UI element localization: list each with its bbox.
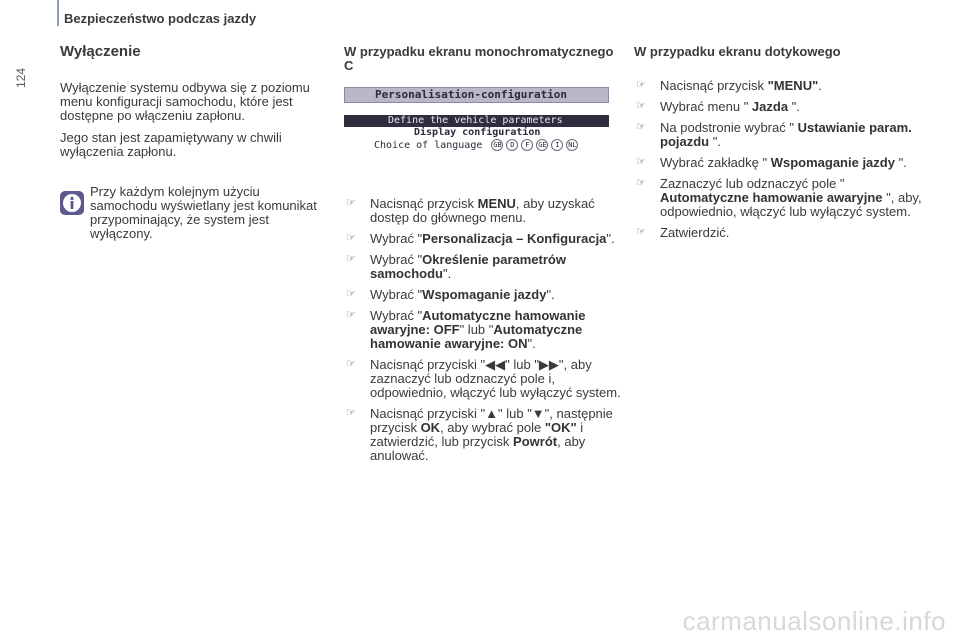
list-item: ☞ Zatwierdzić. (636, 225, 730, 240)
watermark: carmanualsonline.info (682, 606, 946, 636)
mono-steps-list (344, 197, 624, 463)
list-item: ☞ Na podstronie wybrać " Ustawianie param. pojazdu ". (636, 120, 912, 149)
pointing-hand-icon: ☞ (636, 177, 646, 189)
paragraph-2: Jego stan jest zapamiętywany w chwili wyłączenia zapłonu. (60, 130, 282, 159)
pointing-hand-icon: ☞ (636, 156, 646, 168)
flag-icon: D (506, 139, 518, 151)
pointing-hand-icon: ☞ (346, 358, 356, 370)
list-item: ☞ Nacisnąć przyciski "◀◀" lub "▶▶", aby zaznaczyć lub odznaczyć pole i, odpowiednio, włączyć lub wyłączyć system. (346, 357, 621, 400)
screen-line-display: Display configuration (414, 127, 541, 138)
pointing-hand-icon: ☞ (346, 288, 356, 300)
page-header-title: Bezpieczeństwo podczas jazdy (64, 11, 257, 26)
flag-icon: F (521, 139, 533, 151)
mono-section-title: W przypadku ekranu monochromatycznego C (344, 44, 614, 73)
list-item: ☞ Wybrać "Personalizacja – Konfiguracja". (346, 231, 615, 246)
list-item: ☞ Wybrać "Określenie parametrów samochodu". (346, 252, 566, 281)
list-item: ☞ Wybrać zakładkę " Wspomaganie jazdy ". (636, 155, 907, 170)
touch-steps-list (634, 79, 924, 240)
column-touch-screen (634, 45, 924, 247)
info-note (60, 185, 325, 241)
pointing-hand-icon: ☞ (636, 121, 646, 133)
page-number: 124 (14, 67, 28, 88)
info-icon (60, 191, 84, 215)
screen-menu-title: Personalisation-configuration (344, 87, 609, 103)
list-item: ☞ Nacisnąć przyciski "▲" lub "▼", następnie przycisk OK, aby wybrać pole "OK" i zatwierdzić, lub przycisk Powrót, aby anulować. (346, 406, 613, 463)
pointing-hand-icon: ☞ (636, 226, 646, 238)
pointing-hand-icon: ☞ (346, 407, 356, 419)
pointing-hand-icon: ☞ (636, 100, 646, 112)
pointing-hand-icon: ☞ (636, 79, 646, 91)
flag-icon: I (551, 139, 563, 151)
flag-icon: NL (568, 141, 577, 149)
flag-icon: GB (493, 141, 502, 149)
info-text: Przy każdym kolejnym użyciu samochodu wyświetlany jest komunikat przypominający, że system jest wyłączony. (90, 184, 317, 241)
pointing-hand-icon: ☞ (346, 309, 356, 321)
pointing-hand-icon: ☞ (346, 197, 356, 209)
flag-icon: GE (538, 141, 547, 149)
header-accent-line (57, 0, 59, 26)
list-item: ☞ Wybrać "Wspomaganie jazdy". (346, 287, 555, 302)
monochrome-screen-illustration (344, 87, 609, 151)
section-title: Wyłączenie (60, 43, 141, 60)
list-item: ☞ Nacisnąć przycisk "MENU". (636, 78, 822, 93)
screen-selected-line: Define the vehicle parameters (344, 115, 609, 127)
column-monochrome-screen (344, 45, 624, 470)
list-item: ☞ Wybrać "Automatyczne hamowanie awaryjne: OFF" lub "Automatyczne hamowanie awaryjne: ON". (346, 308, 586, 351)
touch-section-title: W przypadku ekranu dotykowego (634, 44, 841, 59)
screen-line-language: Choice of language GB D F GE I NL (374, 140, 577, 151)
column-disable-section (60, 45, 325, 241)
pointing-hand-icon: ☞ (346, 232, 356, 244)
list-item: ☞ Nacisnąć przycisk MENU, aby uzyskać dostęp do głównego menu. (346, 196, 595, 225)
list-item: ☞ Zaznaczyć lub odznaczyć pole " Automatyczne hamowanie awaryjne ", aby, odpowiednio, włączyć lub wyłączyć system. (636, 176, 922, 219)
paragraph-1: Wyłączenie systemu odbywa się z poziomu menu konfiguracji samochodu, które jest dostępne po włączeniu zapłonu. (60, 80, 310, 123)
list-item: ☞ Wybrać menu " Jazda ". (636, 99, 800, 114)
pointing-hand-icon: ☞ (346, 253, 356, 265)
